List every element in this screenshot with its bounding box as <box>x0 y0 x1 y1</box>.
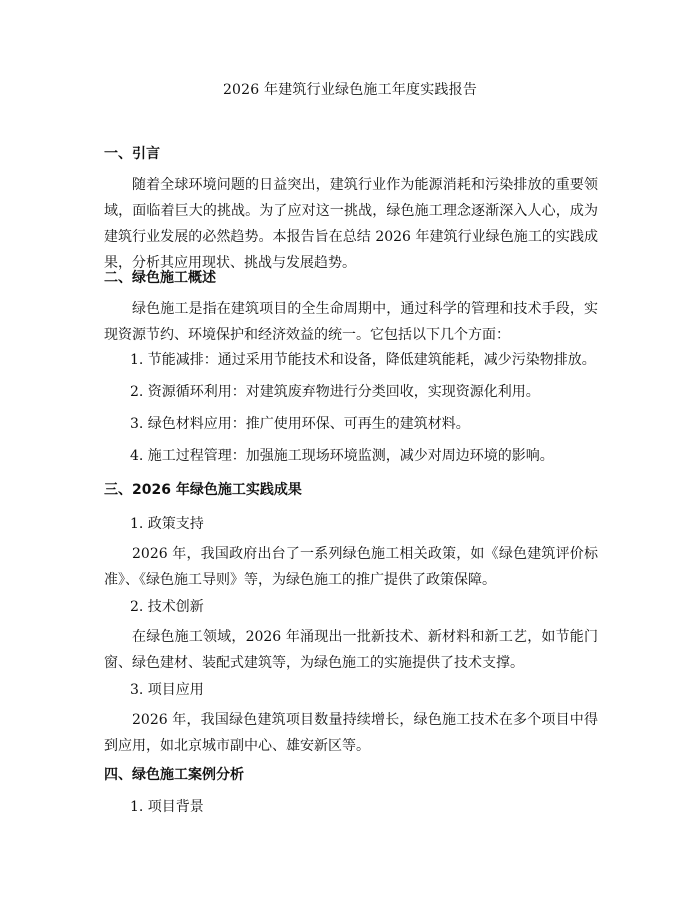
subsection-label-background: 1. 项目背景 <box>130 799 204 815</box>
subsection-label-policy: 1. 政策支持 <box>130 516 204 532</box>
subsection-text-projects: 2026 年，我国绿色建筑项目数量持续增长，绿色施工技术在多个项目中得到应用，如北京城市副中心、雄安新区等。 <box>104 712 598 754</box>
list-item: 3. 绿色材料应用：推广使用环保、可再生的建筑材料。 <box>130 416 470 432</box>
subsection-label-projects: 3. 项目应用 <box>130 682 204 698</box>
list-item: 1. 节能减排：通过采用节能技术和设备，降低建筑能耗，减少污染物排放。 <box>130 352 596 368</box>
list-item: 4. 施工过程管理：加强施工现场环境监测，减少对周边环境的影响。 <box>130 448 554 464</box>
intro-paragraph: 随着全球环境问题的日益突出，建筑行业作为能源消耗和污染排放的重要领域，面临着巨大的挑战。为了应对这一挑战，绿色施工理念逐渐深入人心，成为建筑行业发展的必然趋势。本报告旨在总结 2026 年建筑行业绿色施工的实践成果，分析其应用现状、挑战与发展趋势。 <box>104 177 598 271</box>
subsection-label-tech: 2. 技术创新 <box>130 599 204 615</box>
subsection-text-policy: 2026 年，我国政府出台了一系列绿色施工相关政策，如《绿色建筑评价标准》、《绿色施工导则》等，为绿色施工的推广提供了政策保障。 <box>104 546 598 588</box>
section-heading-intro: 一、引言 <box>104 146 160 162</box>
list-item: 2. 资源循环利用：对建筑废弃物进行分类回收，实现资源化利用。 <box>130 384 540 400</box>
section-heading-cases: 四、绿色施工案例分析 <box>104 767 244 783</box>
section-heading-achievements: 三、2026 年绿色施工实践成果 <box>104 482 302 498</box>
overview-paragraph: 绿色施工是指在建筑项目的全生命周期中，通过科学的管理和技术手段，实现资源节约、环境保护和经济效益的统一。它包括以下几个方面： <box>104 301 598 343</box>
document-title: 2026 年建筑行业绿色施工年度实践报告 <box>222 82 478 98</box>
subsection-text-tech: 在绿色施工领域，2026 年涌现出一批新技术、新材料和新工艺，如节能门窗、绿色建材、装配式建筑等，为绿色施工的实施提供了技术支撑。 <box>104 629 598 671</box>
section-heading-overview: 二、绿色施工概述 <box>104 270 216 286</box>
